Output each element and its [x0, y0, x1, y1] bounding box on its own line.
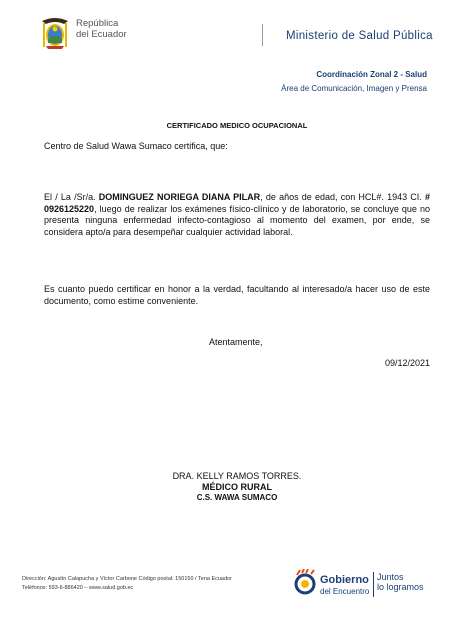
health-center: C.S. WAWA SUMACO	[196, 493, 278, 502]
para1-middle: , de años de edad, con HCL#. 1943 CI.	[260, 192, 425, 202]
document-title: CERTIFICADO MEDICO OCUPACIONAL	[166, 121, 308, 130]
republic-line-1: República	[76, 18, 119, 29]
footer-phone: Teléfonos: 593-6-886420 – www.salud.gob.ec	[22, 585, 134, 591]
gobierno-logo-icon	[292, 569, 318, 595]
para1-suffix: , luego de realizar los exámenes físico-clínico y de laboratorio, se concluye que no presenta ninguna enfermedad infecto-contagioso al momento del examen, por ende, se considera apto/a para desempeñar cualquier actividad laboral.	[44, 203, 430, 237]
closing-paragraph: Es cuanto puedo certificar en honor a la verdad, facultando al interesado/a hacer uso de este documento, como estime conveniente.	[44, 284, 430, 306]
patient-ci: # 0926125220	[44, 192, 430, 214]
coordination-zone: Coordinación Zonal 2 - Salud	[316, 70, 427, 79]
gobierno-slogan	[377, 572, 424, 592]
document-date: 09/12/2021	[384, 358, 430, 368]
gobierno-name: Gobierno	[320, 574, 369, 586]
certification-paragraph	[44, 192, 430, 238]
closing-salutation: Atentamente,	[209, 337, 263, 347]
doctor-role: MÉDICO RURAL	[202, 482, 272, 492]
ecuador-coat-of-arms-icon	[40, 15, 70, 51]
gobierno-subtitle: del Encuentro	[320, 587, 370, 596]
footer-address: Dirección: Agustín Calapucha y Víctor Carbone Código postal: 150150 / Tena Ecuador	[22, 576, 232, 582]
intro-paragraph: Centro de Salud Wawa Sumaco certifica, que:	[44, 141, 228, 151]
para1-prefix: El / La /Sr/a.	[44, 192, 99, 202]
ministry-name: Ministerio de Salud Pública	[286, 30, 433, 42]
slogan-line-1: Juntos	[377, 572, 404, 582]
republic-line-2: del Ecuador	[76, 28, 127, 40]
slogan-line-2: lo logramos	[377, 582, 424, 592]
header-divider	[262, 24, 263, 46]
communication-area: Área de Comunicación, Imagen y Prensa	[281, 84, 427, 93]
republic-logo-text	[76, 19, 127, 40]
doctor-name: DRA. KELLY RAMOS TORRES.	[172, 471, 302, 481]
patient-name: DOMINGUEZ NORIEGA DIANA PILAR	[98, 192, 261, 202]
footer-divider	[373, 572, 374, 597]
